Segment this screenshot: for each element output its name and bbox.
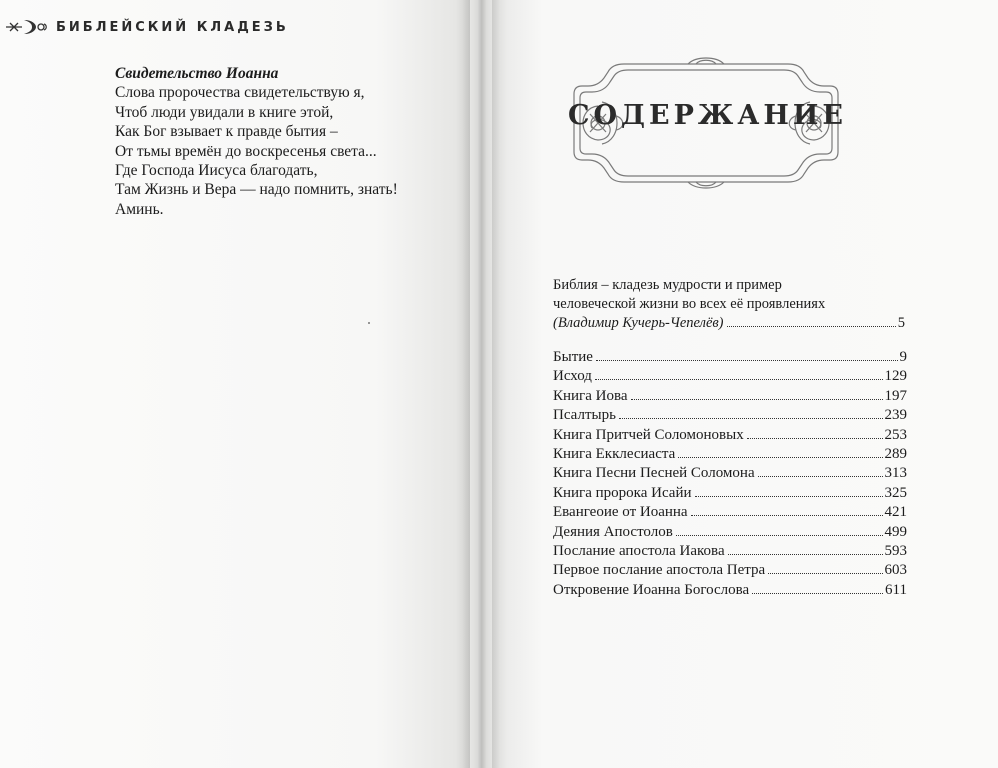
poem-line: Как Бог взывает к правде бытия – xyxy=(115,123,338,141)
toc-entry-title: Псалтырь xyxy=(553,407,616,424)
toc-page-number: 5 xyxy=(897,315,905,331)
toc-entry-title: Исход xyxy=(553,368,592,385)
toc-entry-title: Первое послание апостола Петра xyxy=(553,562,766,579)
poem-line: Там Жизнь и Вера — надо помнить, знать! xyxy=(115,181,398,199)
poem xyxy=(115,64,398,219)
toc-entry-title: Книга Екклесиаста xyxy=(553,446,676,463)
dot-leader xyxy=(727,325,896,327)
toc-intro-line: Библия – кладезь мудрости и пример xyxy=(553,277,782,293)
poem-line: Где Господа Иисуса благодать, xyxy=(115,162,318,180)
toc-entry-title: Бытие xyxy=(553,349,593,365)
toc-entry-title: Откровение Иоанна Богослова xyxy=(553,581,750,598)
table-of-contents xyxy=(553,348,907,600)
toc-entry xyxy=(553,464,907,483)
dot-leader xyxy=(631,398,883,400)
toc-page-number: 129 xyxy=(884,368,907,385)
dot-leader xyxy=(758,475,883,477)
toc-entry-title: Евангеоие от Иоанна xyxy=(553,504,688,521)
toc-entry xyxy=(553,348,907,367)
toc-entry xyxy=(553,445,907,464)
dot-leader xyxy=(728,553,883,555)
dot-leader xyxy=(678,456,882,458)
toc-entry xyxy=(553,581,907,600)
toc-entry xyxy=(553,484,907,503)
poem-title: Свидетельство Иоанна xyxy=(115,65,279,82)
poem-line: Аминь. xyxy=(115,200,164,218)
poem-line: Чтоб люди увидали в книге этой, xyxy=(115,103,334,121)
running-head-title: БИБЛЕЙСКИЙ КЛАДЕЗЬ xyxy=(56,19,289,35)
poem-line: От тьмы времён до воскресенья света... xyxy=(115,142,377,160)
dot-leader xyxy=(691,514,883,516)
toc-intro-author-row xyxy=(553,314,905,333)
toc-page-number: 9 xyxy=(899,349,907,365)
toc-entry xyxy=(553,503,907,522)
toc-page-number: 603 xyxy=(884,562,907,579)
paper-speck xyxy=(368,322,370,324)
toc-page-number: 611 xyxy=(885,581,907,598)
toc-entry-title: Книга пророка Исайи xyxy=(553,484,692,501)
toc-page-number: 421 xyxy=(884,504,907,521)
toc-page-number: 253 xyxy=(884,426,907,443)
dot-leader xyxy=(596,359,898,361)
toc-intro-author: (Владимир Кучерь-Чепелёв) xyxy=(553,315,724,331)
toc-entry-title: Книга Притчей Соломоновых xyxy=(553,426,744,443)
toc-page-number: 325 xyxy=(884,484,907,501)
toc-entry xyxy=(553,523,907,542)
toc-entry xyxy=(553,561,907,580)
toc-intro-line: человеческой жизни во всех её проявлениях xyxy=(553,296,826,312)
toc-page-number: 499 xyxy=(884,523,907,540)
poem-line: Слова пророчества свидетельствую я, xyxy=(115,84,365,102)
toc-entry-title: Деяния Апостолов xyxy=(553,523,673,540)
ornament-icon xyxy=(4,16,48,38)
toc-page-number: 239 xyxy=(884,407,907,424)
toc-page-number: 197 xyxy=(884,387,907,404)
toc-entry xyxy=(553,426,907,445)
toc-entry xyxy=(553,542,907,561)
toc-entry-title: Книга Песни Песней Соломона xyxy=(553,465,755,482)
dot-leader xyxy=(747,437,883,439)
toc-entry xyxy=(553,406,907,425)
toc-entry xyxy=(553,387,907,406)
contents-heading: СОДЕРЖАНИЕ xyxy=(568,100,847,131)
running-head xyxy=(4,16,289,38)
toc-page-number: 593 xyxy=(884,543,907,560)
toc-intro-entry xyxy=(553,276,905,333)
dot-leader xyxy=(768,572,882,574)
dot-leader xyxy=(595,378,883,380)
contents-frame xyxy=(568,56,847,190)
toc-entry-title: Послание апостола Иакова xyxy=(553,543,725,560)
dot-leader xyxy=(676,534,883,536)
toc-entry xyxy=(553,367,907,386)
dot-leader xyxy=(619,417,883,419)
toc-page-number: 313 xyxy=(884,465,907,482)
dot-leader xyxy=(752,592,883,594)
toc-entry-title: Книга Иова xyxy=(553,387,628,404)
toc-page-number: 289 xyxy=(884,446,907,463)
dot-leader xyxy=(695,495,883,497)
book-gutter xyxy=(462,0,500,768)
